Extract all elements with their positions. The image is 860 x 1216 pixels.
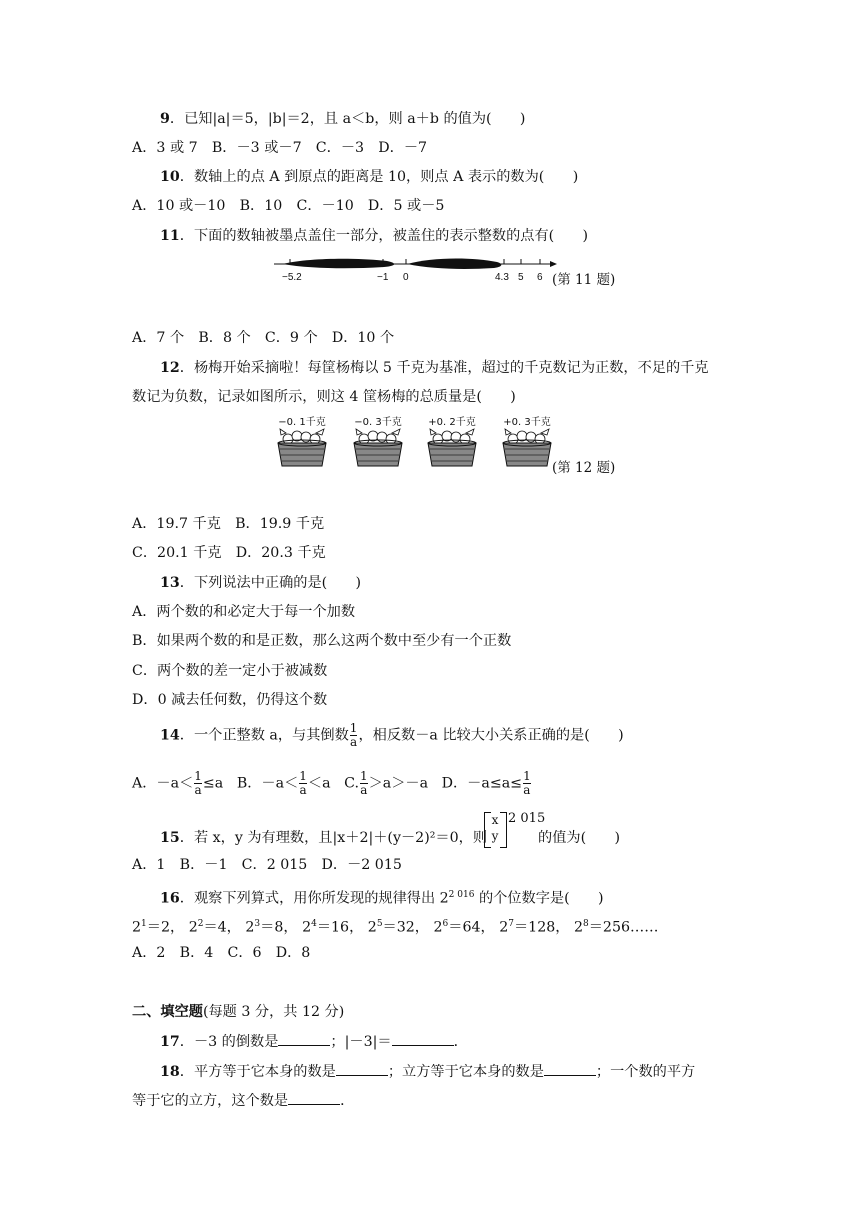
answer-blank[interactable] — [336, 1061, 388, 1076]
tick-label-0: 0 — [403, 272, 409, 283]
question-13-option-a: A．两个数的和必定大于每一个加数 — [132, 604, 356, 620]
question-10-options: A．10 或－10 B．10 C．－10 D．5 或－5 — [132, 198, 445, 214]
question-12-stem-line1: 12．杨梅开始采摘啦！每筐杨梅以 5 千克为基准，超过的千克数记为正数，不足的千克 — [160, 360, 709, 376]
answer-blank[interactable] — [544, 1061, 596, 1076]
fraction-x-over-y-power: x y 2 015 — [484, 810, 544, 850]
fraction-one-over-a: $\frac{1}{a}$ — [349, 721, 358, 749]
question-16-powers: $2^1=2$， $2^2=4$， $2^3=8$， $2^4=16$， $2^5=32$， $2^6=64$， $2^7=128$， $2^8=256\dots\dots$ — [132, 919, 659, 936]
question-11-options: A．7 个 B．8 个 C．9 个 D．10 个 — [132, 330, 395, 346]
basket-1-label: −0. 1千克 — [278, 417, 326, 428]
question-14-options: A．－a＜ $\frac{1}{a}$ ≤a B．－a＜ $\frac{1}{a}$ ＜a C. $\frac{1}{a}$ ＞a＞－a D．－a≤a≤ $\frac{1}{a}$ — [132, 769, 531, 797]
ink-blot-right — [407, 258, 501, 268]
question-13-option-c: C．两个数的差一定小于被减数 — [132, 663, 328, 679]
answer-blank[interactable] — [392, 1031, 454, 1046]
basket-4 — [497, 414, 557, 476]
answer-blank[interactable] — [288, 1090, 340, 1105]
section-2-heading: 二、填空题(每题 3 分，共 12 分) — [132, 1004, 345, 1020]
question-12-options-line2: C．20.1 千克 D．20.3 千克 — [132, 545, 326, 561]
question-9-stem: 9．已知|a|＝5，|b|＝2，且 a＜b，则 a＋b 的值为( ) — [160, 111, 526, 127]
question-16-stem: 16．观察下列算式，用你所发现的规律得出 $2^{2 016}$ 的个位数字是( ) — [160, 890, 604, 907]
figure-12-caption: (第 12 题) — [552, 460, 616, 476]
number-line-figure — [272, 252, 562, 292]
tick-label-neg5-2: −5.2 — [282, 272, 302, 283]
question-13-stem: 13．下列说法中正确的是( ) — [160, 575, 362, 591]
basket-1 — [272, 414, 332, 476]
basket-3-label: +0. 2千克 — [428, 417, 476, 428]
ink-blot-left — [282, 259, 394, 269]
question-10-stem: 10．数轴上的点 A 到原点的距离是 10，则点 A 表示的数为( ) — [160, 169, 579, 185]
figure-11-caption: (第 11 题) — [552, 272, 616, 288]
answer-blank[interactable] — [278, 1031, 330, 1046]
question-15-stem-tail: 的值为( ) — [538, 830, 621, 846]
question-17: 17．－3 的倒数是 ；|－3|＝ ． — [160, 1031, 468, 1052]
question-13-option-d: D．0 减去任何数，仍得这个数 — [132, 692, 328, 708]
tick-label-5: 5 — [518, 272, 524, 283]
question-12-options-line1: A．19.7 千克 B．19.9 千克 — [132, 516, 325, 532]
basket-2-label: −0. 3千克 — [354, 417, 402, 428]
question-14-stem: 14．一个正整数 a，与其倒数 $\frac{1}{a}$ ，相反数－a 比较大小关系正确的是( ) — [160, 721, 624, 749]
question-13-option-b: B．如果两个数的和是正数，那么这两个数中至少有一个正数 — [132, 633, 512, 649]
question-18-line1: 18．平方等于它本身的数是 ；立方等于它本身的数是 ；一个数的平方 — [160, 1061, 695, 1082]
question-11-stem: 11．下面的数轴被墨点盖住一部分，被盖住的表示整数的点有( ) — [160, 228, 589, 244]
basket-4-label: +0. 3千克 — [503, 417, 551, 428]
question-15-options: A．1 B．－1 C．2 015 D．－2 015 — [132, 857, 402, 873]
basket-3 — [422, 414, 482, 476]
question-16-options: A．2 B．4 C．6 D．8 — [132, 945, 311, 961]
tick-label-4-3: 4.3 — [495, 272, 509, 283]
question-9-options: A．3 或 7 B．－3 或－7 C．－3 D．－7 — [132, 140, 428, 156]
tick-label-6: 6 — [537, 272, 543, 283]
question-12-stem-line2: 数记为负数，记录如图所示，则这 4 筐杨梅的总质量是( ) — [132, 389, 516, 405]
question-15-stem: 15．若 x，y 为有理数，且|x＋2|＋(y－2)²＝0，则 — [160, 830, 488, 846]
question-18-line2: 等于它的立方，这个数是 ． — [132, 1090, 354, 1111]
basket-2 — [348, 414, 408, 476]
tick-label-neg1: −1 — [377, 272, 389, 283]
